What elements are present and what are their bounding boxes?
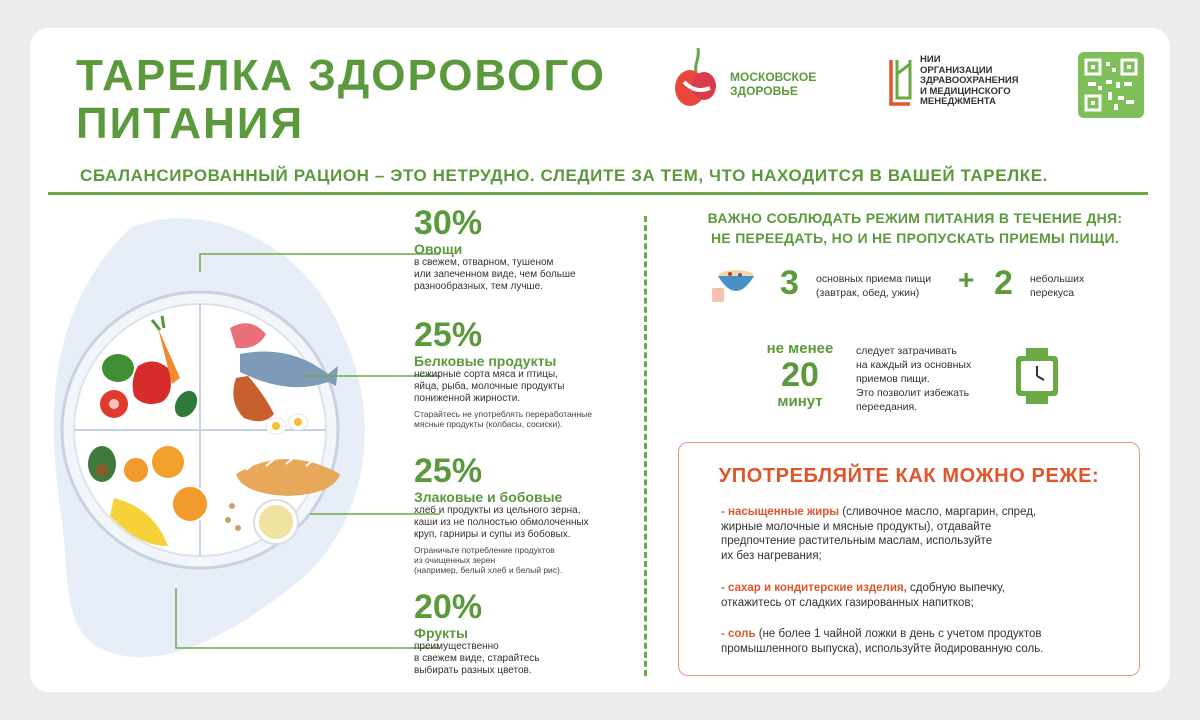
protein-title: Белковые продукты xyxy=(414,353,557,369)
nii-logo-text: НИИ ОРГАНИЗАЦИИ ЗДРАВООХРАНЕНИЯ И МЕДИЦИНСКОГО МЕНЕДЖМЕНТА xyxy=(920,54,1019,107)
protein-block xyxy=(414,316,644,429)
grains-desc: хлеб и продукты из цельного зерна, каши из не полностью обмолоченных круп, гарниры и супы из бобовых. xyxy=(414,505,589,540)
meal-schedule-heading: ВАЖНО СОБЛЮДАТЬ РЕЖИМ ПИТАНИЯ В ТЕЧЕНИЕ ДНЯ: НЕ ПЕРЕЕДАТЬ, НО И НЕ ПРОПУСКАТЬ ПРИЕМЫ ПИЩИ. xyxy=(707,210,1123,246)
minimum-time: не менее 20 минут xyxy=(766,340,834,410)
vegetables-desc: в свежем, отварном, тушеном или запеченном виде, чем больше разнообразных, тем лучше. xyxy=(414,257,576,292)
fruits-title: Фрукты xyxy=(414,625,468,641)
limit-item-fats: - насыщенные жиры (сливочное масло, маргарин, спред, жирные молочные и мясные продукты), отдавайте предпочтение растительным маслам, используйте их без нагревания; xyxy=(721,506,1037,562)
limit-item-sugar: - сахар и кондитерские изделия, сдобную выпечку, откажитесь от сладких газированных напитков; xyxy=(721,582,1005,609)
nii-logo-icon xyxy=(888,56,914,108)
meals-text: основных приема пищи (завтрак, обед, ужин) xyxy=(816,273,932,299)
header-divider xyxy=(48,192,1148,195)
fruits-desc: преимущественно в свежем виде, старайтесь выбирать разных цветов. xyxy=(414,641,540,676)
watch-icon xyxy=(1012,346,1062,406)
limit-box xyxy=(678,442,1140,676)
infographic-card xyxy=(30,28,1170,692)
vertical-divider xyxy=(644,216,647,676)
protein-note: Старайтесь не употреблять переработанные мясные продукты (колбасы, сосиски). xyxy=(414,409,592,429)
vegetables-percent: 30% xyxy=(414,204,483,242)
plus-sign: + xyxy=(958,264,975,295)
page-subtitle: СБАЛАНСИРОВАННЫЙ РАЦИОН – ЭТО НЕТРУДНО. СЛЕДИТЕ ЗА ТЕМ, ЧТО НАХОДИТСЯ В ВАШЕЙ ТАРЕЛКЕ. xyxy=(80,166,1048,185)
protein-desc: нежирные сорта мяса и птицы, яйца, рыба, молочные продукты пониженной жирности. xyxy=(414,369,565,404)
healthy-plate-illustration xyxy=(40,208,440,688)
snacks-text: небольших перекуса xyxy=(1030,273,1085,299)
grains-percent: 25% xyxy=(414,452,483,490)
grains-note: Ограничьте потребление продуктов из очищенных зерен (например, белый хлеб и белый рис). xyxy=(414,545,563,575)
moscow-health-logo-text: МОСКОВСКОЕ ЗДОРОВЬЕ xyxy=(730,70,817,98)
vegetables-block xyxy=(414,204,634,293)
meals-count: 3 xyxy=(780,264,799,302)
protein-percent: 25% xyxy=(414,316,483,354)
time-description: следует затрачивать на каждый из основных приемов пищи. Это позволит избежать переедания. xyxy=(856,345,972,413)
limit-item-salt: - соль (не более 1 чайной ложки в день с учетом продуктов промышленного выпуска), используйте йодированную соль. xyxy=(721,628,1044,655)
snacks-count: 2 xyxy=(994,264,1013,302)
limit-title: УПОТРЕБЛЯЙТЕ КАК МОЖНО РЕЖЕ: xyxy=(718,465,1100,487)
page-title: ТАРЕЛКА ЗДОРОВОГО ПИТАНИЯ xyxy=(76,51,606,148)
moscow-health-logo-icon xyxy=(670,42,726,112)
grains-title: Злаковые и бобовые xyxy=(414,489,563,505)
grains-block xyxy=(414,452,644,575)
fruits-block xyxy=(414,588,634,677)
porridge-bowl-icon xyxy=(710,264,758,306)
vegetables-title: Овощи xyxy=(414,241,463,257)
fruits-percent: 20% xyxy=(414,588,483,626)
qr-code-icon[interactable] xyxy=(1078,52,1144,118)
